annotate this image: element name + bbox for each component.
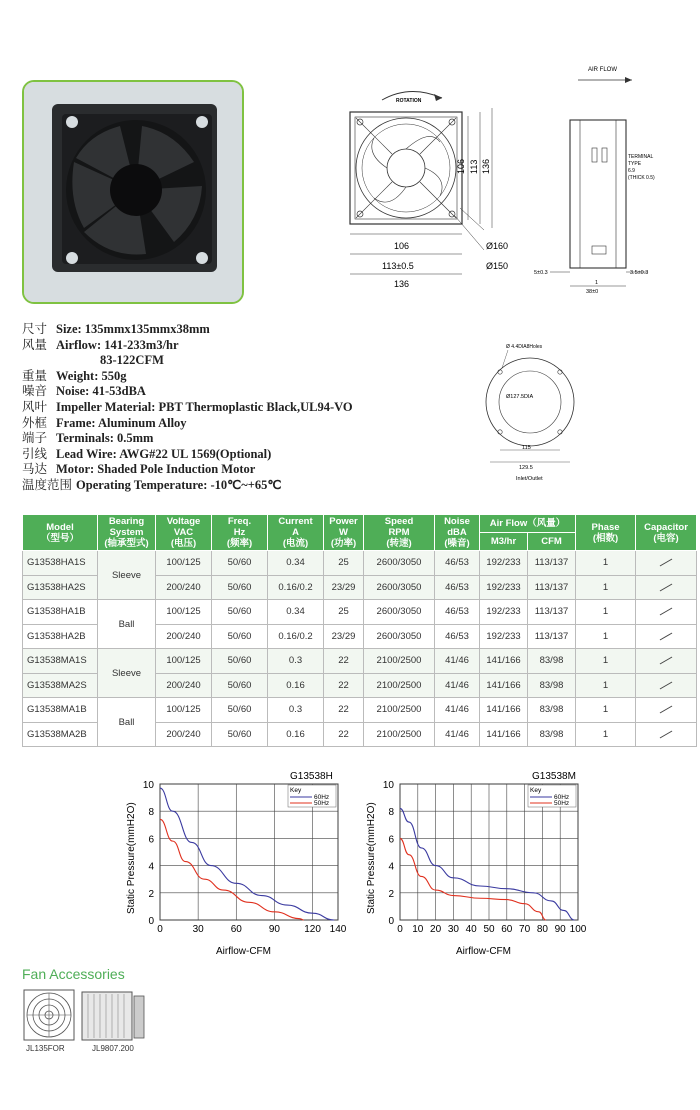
cell-power: 22 xyxy=(324,698,364,723)
legend-entry: 60Hz xyxy=(554,794,570,801)
col-cfm: CFM xyxy=(528,533,576,551)
spec-zh: 风叶 xyxy=(22,399,48,414)
series-line-50Hz xyxy=(400,838,546,920)
x-tick-label: 120 xyxy=(304,924,321,935)
cell-model: G13538HA2S xyxy=(23,575,98,600)
cell-cfm: 83/98 xyxy=(528,673,576,698)
col-freq: Freq. Hz (频率) xyxy=(212,515,268,551)
col-bearing: Bearing System (轴承型式) xyxy=(98,515,156,551)
col-capacitor: Capacitor (电容) xyxy=(636,515,697,551)
fan-guard-image xyxy=(22,988,82,1044)
airflow-label: AIR FLOW xyxy=(588,67,618,73)
cell-phase: 1 xyxy=(576,575,636,600)
series-line-60Hz xyxy=(400,808,574,920)
cell-cfm: 113/137 xyxy=(528,551,576,576)
spec-zh: 马达 xyxy=(22,462,48,477)
chart-g13538h xyxy=(118,768,358,958)
col-speed: Speed RPM (转速) xyxy=(364,515,435,551)
y-tick-label: 10 xyxy=(382,780,394,791)
cell-model: G13538HA1B xyxy=(23,600,98,625)
cell-freq: 50/60 xyxy=(212,649,268,674)
holes-label: Ø 4.4DIA8Holes xyxy=(506,344,543,350)
cell-m3: 141/166 xyxy=(480,698,528,723)
capacitor-dash xyxy=(660,657,673,665)
dim-136-vertical: 136 xyxy=(481,158,491,174)
cell-capacitor xyxy=(636,551,697,576)
cell-phase: 1 xyxy=(576,624,636,649)
x-tick-label: 100 xyxy=(569,924,587,935)
cell-freq: 50/60 xyxy=(212,722,268,747)
y-tick-label: 6 xyxy=(388,834,394,846)
rotation-label: ROTATION xyxy=(396,98,422,104)
chart-xlabel: Airflow-CFM xyxy=(216,946,271,957)
cell-noise: 46/53 xyxy=(435,551,480,576)
y-tick-label: 6 xyxy=(148,834,154,846)
cell-capacitor xyxy=(636,600,697,625)
cell-freq: 50/60 xyxy=(212,600,268,625)
y-tick-label: 8 xyxy=(388,807,394,819)
dim-106-vertical: 106 xyxy=(456,158,466,174)
terminal-label-4: (THICK 0.5) xyxy=(628,175,655,181)
capacitor-dash xyxy=(660,608,673,616)
cell-noise: 41/46 xyxy=(435,649,480,674)
dim-106-horizontal: 106 xyxy=(394,241,410,251)
cell-m3: 141/166 xyxy=(480,722,528,747)
cell-phase: 1 xyxy=(576,551,636,576)
table-row xyxy=(23,649,697,674)
x-tick-label: 90 xyxy=(554,924,566,935)
cell-capacitor xyxy=(636,624,697,649)
y-tick-label: 8 xyxy=(148,807,154,819)
x-tick-label: 70 xyxy=(519,924,531,935)
cell-noise: 41/46 xyxy=(435,722,480,747)
cell-cfm: 113/137 xyxy=(528,575,576,600)
cell-current: 0.34 xyxy=(268,600,324,625)
x-tick-label: 60 xyxy=(501,924,513,935)
cell-capacitor xyxy=(636,575,697,600)
cell-speed: 2600/3050 xyxy=(364,600,435,625)
cell-voltage: 100/125 xyxy=(156,649,212,674)
spec-row xyxy=(22,338,352,354)
side-dim-right: 3.5±0.3 xyxy=(630,270,649,276)
cell-bearing: Sleeve xyxy=(98,551,156,600)
x-tick-label: 10 xyxy=(412,924,424,935)
spec-zh: 外框 xyxy=(22,415,48,430)
cell-voltage: 200/240 xyxy=(156,624,212,649)
cell-freq: 50/60 xyxy=(212,673,268,698)
x-tick-label: 0 xyxy=(157,924,163,935)
cell-bearing: Ball xyxy=(98,698,156,747)
x-tick-label: 60 xyxy=(230,924,242,935)
cell-current: 0.16 xyxy=(268,722,324,747)
dim-dia160: Ø160 xyxy=(486,241,509,251)
spec-row xyxy=(22,447,352,463)
cell-cfm: 113/137 xyxy=(528,600,576,625)
spec-row xyxy=(22,416,352,432)
x-tick-label: 40 xyxy=(465,924,477,935)
accessory-label: JL9807.200 xyxy=(92,1044,134,1053)
spec-en: Motor: Shaded Pole Induction Motor xyxy=(56,462,256,477)
spec-table xyxy=(22,514,697,747)
cell-voltage: 200/240 xyxy=(156,575,212,600)
spec-en: 83-122CFM xyxy=(100,353,164,368)
cell-bearing: Ball xyxy=(98,600,156,649)
cell-noise: 41/46 xyxy=(435,673,480,698)
spec-list xyxy=(22,322,352,494)
cell-freq: 50/60 xyxy=(212,698,268,723)
spec-row xyxy=(22,462,352,478)
accessory-label: JL135FOR xyxy=(26,1044,65,1053)
side-dim-left: 5±0.3 xyxy=(534,270,548,276)
cell-speed: 2100/2500 xyxy=(364,698,435,723)
cell-model: G13538MA2B xyxy=(23,722,98,747)
cell-m3: 192/233 xyxy=(480,575,528,600)
spec-zh: 端子 xyxy=(22,431,48,446)
spec-zh: 噪音 xyxy=(22,384,48,399)
cell-power: 22 xyxy=(324,722,364,747)
cell-noise: 41/46 xyxy=(435,698,480,723)
cell-speed: 2600/3050 xyxy=(364,575,435,600)
chart-xlabel: Airflow-CFM xyxy=(456,946,511,957)
spec-row xyxy=(22,369,352,385)
spec-en: Frame: Aluminum Alloy xyxy=(56,415,187,430)
spec-row xyxy=(22,353,352,369)
front-view-drawing xyxy=(330,80,520,295)
cell-noise: 46/53 xyxy=(435,600,480,625)
cell-voltage: 100/125 xyxy=(156,551,212,576)
spec-en: Impeller Material: PBT Thermoplastic Black,UL94-VO xyxy=(56,399,353,414)
chart-ylabel: Static Pressure(mmH2O) xyxy=(126,802,137,914)
y-tick-label: 0 xyxy=(148,916,154,927)
spec-row xyxy=(22,322,352,338)
terminal-label-1: TERMINAL xyxy=(628,154,654,160)
cell-power: 23/29 xyxy=(324,624,364,649)
cell-current: 0.34 xyxy=(268,551,324,576)
cell-m3: 141/166 xyxy=(480,649,528,674)
col-noise: Noise dBA (噪音) xyxy=(435,515,480,551)
cell-current: 0.3 xyxy=(268,698,324,723)
width-115: 115 xyxy=(522,445,531,451)
y-tick-label: 2 xyxy=(148,888,154,900)
cell-freq: 50/60 xyxy=(212,624,268,649)
col-m3hr: M3/hr xyxy=(480,533,528,551)
col-airflow: Air Flow（风量） xyxy=(480,515,576,533)
table-row xyxy=(23,600,697,625)
side-dim-bottom-1: 1 xyxy=(595,280,599,286)
terminal-label-2: TYPE xyxy=(628,161,642,167)
hole-pattern-drawing xyxy=(478,338,588,483)
legend xyxy=(288,785,336,807)
table-row xyxy=(23,698,697,723)
cell-voltage: 100/125 xyxy=(156,600,212,625)
cell-m3: 192/233 xyxy=(480,551,528,576)
x-tick-label: 20 xyxy=(430,924,442,935)
legend xyxy=(528,785,576,807)
side-dim-bottom-2: 38±0 xyxy=(586,289,599,295)
spec-en: Weight: 550g xyxy=(56,368,127,383)
spec-row xyxy=(22,431,352,447)
legend-title: Key xyxy=(290,787,302,794)
col-current: Current A (电流) xyxy=(268,515,324,551)
x-tick-label: 140 xyxy=(329,924,347,935)
capacitor-dash xyxy=(660,583,673,591)
cell-cfm: 83/98 xyxy=(528,649,576,674)
cell-model: G13538HA2B xyxy=(23,624,98,649)
legend-entry: 50Hz xyxy=(554,800,570,807)
cell-voltage: 100/125 xyxy=(156,698,212,723)
cell-m3: 192/233 xyxy=(480,600,528,625)
chart-title: G13538H xyxy=(290,771,333,782)
cell-noise: 46/53 xyxy=(435,575,480,600)
x-tick-label: 30 xyxy=(192,924,204,935)
chart-title: G13538M xyxy=(532,771,576,782)
x-tick-label: 30 xyxy=(447,924,459,935)
cell-capacitor xyxy=(636,673,697,698)
spec-en: Size: 135mmx135mmx38mm xyxy=(56,322,210,336)
chart-ylabel: Static Pressure(mmH2O) xyxy=(366,802,377,914)
x-tick-label: 80 xyxy=(536,924,548,935)
product-photo xyxy=(22,80,244,304)
cell-phase: 1 xyxy=(576,673,636,698)
series-line-50Hz xyxy=(160,819,304,920)
cell-speed: 2100/2500 xyxy=(364,722,435,747)
legend-title: Key xyxy=(530,787,542,794)
cell-phase: 1 xyxy=(576,600,636,625)
cell-cfm: 113/137 xyxy=(528,624,576,649)
spec-en: Operating Temperature: -10℃~+65℃ xyxy=(76,477,282,492)
inlet-outlet-caption: Inlet/Outlet xyxy=(516,476,543,482)
cell-speed: 2100/2500 xyxy=(364,649,435,674)
y-tick-label: 4 xyxy=(148,861,154,873)
cell-cfm: 83/98 xyxy=(528,698,576,723)
cell-voltage: 200/240 xyxy=(156,722,212,747)
cell-model: G13538MA2S xyxy=(23,673,98,698)
x-tick-label: 50 xyxy=(483,924,495,935)
cell-power: 23/29 xyxy=(324,575,364,600)
col-model: Model （型号） xyxy=(23,515,98,551)
spec-en: Terminals: 0.5mm xyxy=(56,431,154,446)
y-tick-label: 2 xyxy=(388,888,394,900)
cell-freq: 50/60 xyxy=(212,551,268,576)
cell-power: 25 xyxy=(324,551,364,576)
cell-voltage: 200/240 xyxy=(156,673,212,698)
col-phase: Phase (相数) xyxy=(576,515,636,551)
dia-label: Ø127.5DIA xyxy=(506,394,534,400)
cell-speed: 2600/3050 xyxy=(364,551,435,576)
width-129: 129.5 xyxy=(519,465,533,471)
x-tick-label: 0 xyxy=(397,924,403,935)
side-view-drawing xyxy=(530,60,670,305)
spec-zh: 引线 xyxy=(22,446,48,461)
spec-row xyxy=(22,478,352,494)
spec-en: Noise: 41-53dBA xyxy=(56,384,146,399)
col-voltage: Voltage VAC (电压) xyxy=(156,515,212,551)
series-line-60Hz xyxy=(160,788,334,920)
dim-113-horizontal: 113±0.5 xyxy=(382,261,414,271)
y-tick-label: 10 xyxy=(142,780,154,791)
cell-current: 0.16/0.2 xyxy=(268,624,324,649)
cell-capacitor xyxy=(636,649,697,674)
cell-bearing: Sleeve xyxy=(98,649,156,698)
capacitor-dash xyxy=(660,559,673,567)
chart-g13538m xyxy=(358,768,598,958)
cell-capacitor xyxy=(636,722,697,747)
cell-speed: 2600/3050 xyxy=(364,624,435,649)
table-row xyxy=(23,551,697,576)
cell-power: 22 xyxy=(324,673,364,698)
cell-current: 0.16/0.2 xyxy=(268,575,324,600)
cell-capacitor xyxy=(636,698,697,723)
cell-freq: 50/60 xyxy=(212,575,268,600)
spec-en: Airflow: 141-233m3/hr xyxy=(56,337,179,352)
cell-model: G13538MA1S xyxy=(23,649,98,674)
legend-entry: 50Hz xyxy=(314,800,330,807)
cell-cfm: 83/98 xyxy=(528,722,576,747)
spec-zh: 重量 xyxy=(22,368,48,383)
cell-phase: 1 xyxy=(576,698,636,723)
cell-noise: 46/53 xyxy=(435,624,480,649)
terminal-label-3: 6.9 xyxy=(628,168,635,174)
legend-entry: 60Hz xyxy=(314,794,330,801)
x-tick-label: 90 xyxy=(268,924,280,935)
dim-136-horizontal: 136 xyxy=(394,279,410,289)
capacitor-dash xyxy=(660,730,673,738)
cell-power: 22 xyxy=(324,649,364,674)
spec-zh: 尺寸 xyxy=(22,322,48,336)
dim-113-vertical: 113 xyxy=(469,159,479,174)
col-power: Power W (功率) xyxy=(324,515,364,551)
dim-dia150: Ø150 xyxy=(486,261,509,271)
cell-model: G13538HA1S xyxy=(23,551,98,576)
cell-power: 25 xyxy=(324,600,364,625)
cell-current: 0.16 xyxy=(268,673,324,698)
fan-photo-illustration xyxy=(24,82,242,302)
cell-m3: 192/233 xyxy=(480,624,528,649)
cell-current: 0.3 xyxy=(268,649,324,674)
capacitor-dash xyxy=(660,706,673,714)
y-tick-label: 0 xyxy=(388,916,394,927)
accessories-title: Fan Accessories xyxy=(22,966,125,982)
cell-speed: 2100/2500 xyxy=(364,673,435,698)
filter-image xyxy=(80,990,150,1042)
cell-m3: 141/166 xyxy=(480,673,528,698)
spec-en: Lead Wire: AWG#22 UL 1569(Optional) xyxy=(56,446,272,461)
spec-zh: 温度范围 xyxy=(22,477,73,492)
capacitor-dash xyxy=(660,632,673,640)
cell-model: G13538MA1B xyxy=(23,698,98,723)
spec-zh: 风量 xyxy=(22,337,48,352)
spec-row xyxy=(22,400,352,416)
cell-phase: 1 xyxy=(576,722,636,747)
y-tick-label: 4 xyxy=(388,861,394,873)
cell-phase: 1 xyxy=(576,649,636,674)
spec-row xyxy=(22,384,352,400)
capacitor-dash xyxy=(660,681,673,689)
